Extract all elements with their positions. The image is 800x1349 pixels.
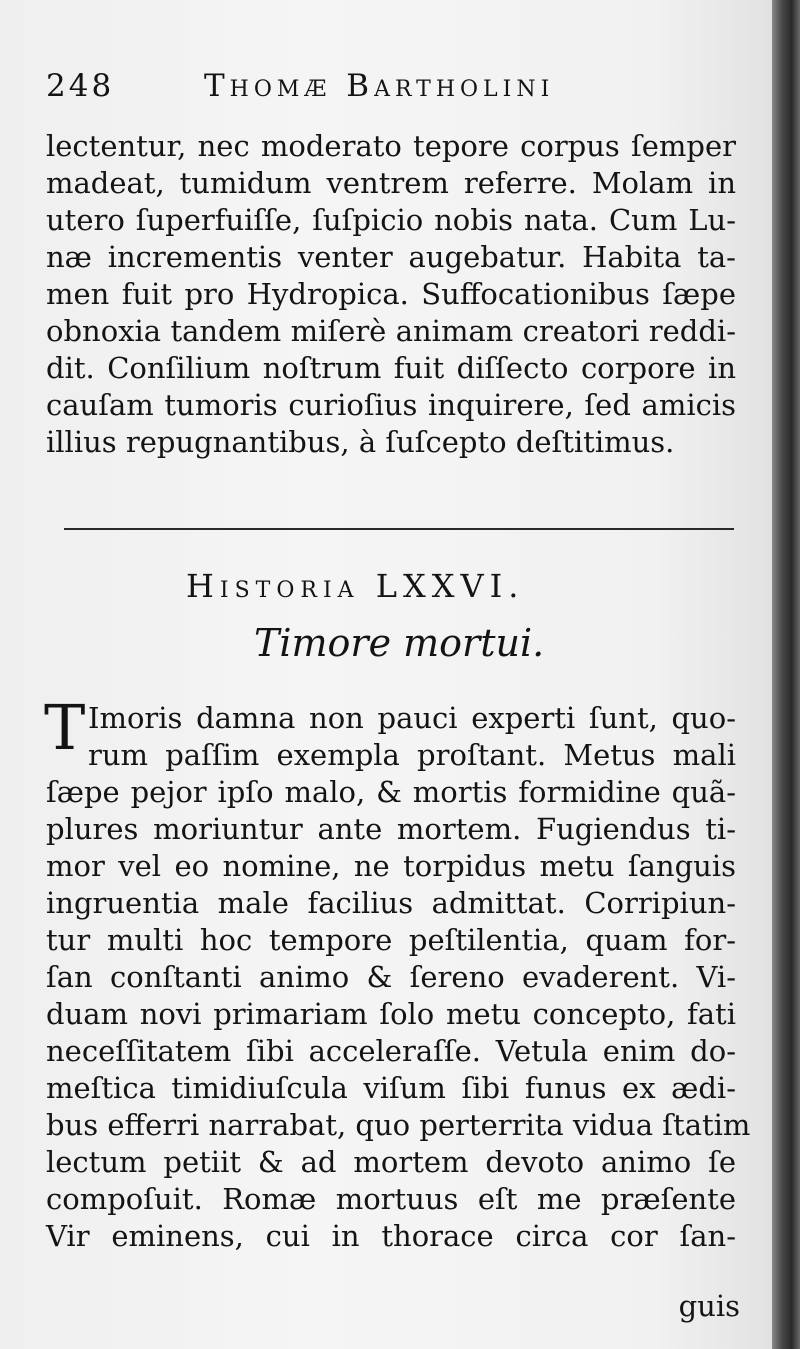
text-line: madeat, tumidum ventrem referre. Molam in: [46, 166, 736, 200]
text-line: rum paſſim exempla proſtant. Metus mali: [88, 738, 736, 772]
section-heading: Historia LXXVI.: [186, 567, 525, 605]
text-line: dit. Conſilium noſtrum fuit diſſecto corpore in: [46, 351, 736, 385]
text-line: illius repugnantibus, à ſuſcepto deſtitimus.: [46, 425, 675, 459]
text-line: men fuit pro Hydropica. Suffocationibus ſæpe: [46, 277, 736, 311]
text-line: meſtica timidiuſcula viſum ſibi funus ex ædi-: [46, 1071, 736, 1105]
section-subtitle: Timore mortui.: [254, 621, 545, 665]
running-header: [46, 66, 636, 106]
section-divider: [64, 528, 734, 530]
text-line: utero ſuperfuiſſe, ſuſpicio nobis nata. Cum Lu-: [46, 203, 736, 237]
catchword: guis: [678, 1289, 740, 1323]
text-line: lectentur, nec moderato tepore corpus ſemper: [46, 129, 736, 163]
text-line: neceſſitatem ſibi acceleraſſe. Vetula enim do-: [46, 1034, 736, 1068]
text-line: plures moriuntur ante mortem. Fugiendus ti-: [46, 812, 736, 846]
drop-cap: T: [44, 691, 86, 764]
text-line: næ incrementis venter augebatur. Habita ta-: [46, 240, 736, 274]
text-line: ſan conſtanti animo & ſereno evaderent. Vi-: [46, 960, 736, 994]
page-number: 248: [46, 68, 115, 104]
text-line: mor vel eo nomine, ne torpidus metu ſanguis: [46, 849, 736, 883]
text-line: bus efferri narrabat, quo perterrita vidua ſtatim: [46, 1108, 751, 1142]
text-line: compoſuit. Romæ mortuus eſt me præſente: [46, 1182, 736, 1216]
text-line: Imoris damna non pauci experti ſunt, quo-: [88, 701, 736, 735]
text-line: duam novi primariam ſolo metu concepto, fati: [46, 997, 736, 1031]
historia-paragraph: [46, 700, 751, 1255]
text-line: ingruentia male facilius admittat. Corripiun-: [46, 886, 736, 920]
book-spine-shadow: [772, 0, 800, 1349]
running-title: Thomæ Bartholini: [204, 68, 555, 104]
text-line: cauſam tumoris curioſius inquirere, ſed amicis: [46, 388, 736, 422]
text-line: lectum petiit & ad mortem devoto animo ſe: [46, 1145, 736, 1179]
text-line: Vir eminens, cui in thorace circa cor ſan-: [46, 1219, 736, 1253]
text-line: obnoxia tandem miſerè animam creatori reddi-: [46, 314, 736, 348]
text-line: ſæpe pejor ipſo malo, & mortis formidine quã-: [46, 775, 736, 809]
text-line: tur multi hoc tempore peſtilentia, quam for-: [46, 923, 736, 957]
continuation-paragraph: [46, 128, 736, 461]
